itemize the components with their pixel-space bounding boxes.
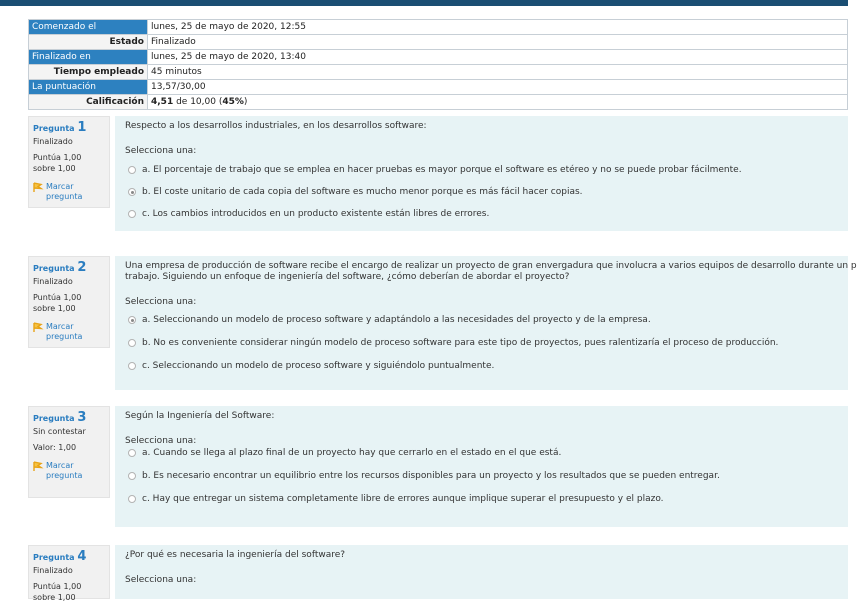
question-info (28, 256, 110, 348)
summary-value: lunes, 25 de mayo de 2020, 12:55 (148, 20, 848, 35)
question-state: Sin contestar (33, 427, 86, 436)
summary-row-time (29, 65, 848, 80)
flag-question-link[interactable] (33, 461, 105, 481)
option-label: c. Seleccionando un modelo de proceso software y siguiéndolo puntualmente. (142, 361, 495, 371)
summary-row-score (29, 80, 848, 95)
option-label: a. Seleccionando un modelo de proceso software y adaptándolo a las necesidades del proyecto y de la empresa. (142, 315, 651, 325)
summary-label: Tiempo empleado (29, 65, 148, 80)
radio-button[interactable] (128, 495, 136, 503)
option-label: a. El porcentaje de trabajo que se emplea en hacer pruebas es mayor porque el software es etéreo y no se puede probar fácilmente. (142, 165, 742, 175)
question-info (28, 406, 110, 498)
question-text: ¿Por qué es necesaria la ingeniería del software? (125, 550, 346, 560)
question-grade: Puntúa 1,00 sobre 1,00 (33, 293, 82, 313)
answer-prompt: Selecciona una: (125, 436, 197, 446)
option-label: c. Hay que entregar un sistema completamente libre de errores aunque implique superar el presupuesto y el plazo. (142, 494, 664, 504)
flag-label: Marcar pregunta (46, 182, 83, 201)
option-label: b. Es necesario encontrar un equilibrio entre los recursos disponibles para un proyecto y los resultados que se pueden entregar. (142, 471, 720, 481)
radio-button[interactable] (128, 339, 136, 347)
question-grade: Valor: 1,00 (33, 443, 77, 452)
question-text: Respecto a los desarrollos industriales, en los desarrollos software: (125, 121, 427, 131)
grade-close: ) (243, 97, 248, 107)
question-title: Pregunta (33, 414, 75, 423)
summary-row-finished (29, 50, 848, 65)
answer-prompt: Selecciona una: (125, 146, 197, 156)
question-info (28, 545, 110, 602)
radio-button[interactable] (128, 166, 136, 174)
radio-button[interactable] (128, 210, 136, 218)
question-state: Finalizado (33, 566, 73, 575)
attempt-summary-table (28, 19, 848, 110)
question-number: 1 (77, 120, 87, 135)
flag-label: Marcar pregunta (46, 322, 83, 341)
option-label: a. Cuando se llega al plazo final de un proyecto hay que cerrarlo en el estado en el que está. (142, 448, 562, 458)
answer-option-b[interactable] (128, 187, 838, 197)
answer-option-c[interactable] (128, 209, 838, 219)
answer-option-b[interactable] (128, 471, 838, 481)
question-info (28, 116, 110, 208)
flag-icon (33, 322, 43, 332)
question-content (115, 545, 848, 599)
radio-button[interactable] (128, 362, 136, 370)
summary-value (148, 95, 848, 110)
question-number: 4 (77, 549, 87, 564)
answer-prompt: Selecciona una: (125, 575, 197, 585)
summary-label: La puntuación (29, 80, 148, 95)
radio-button-selected[interactable] (128, 188, 136, 196)
option-label: b. El coste unitario de cada copia del software es mucho menor porque es más fácil hacer copias. (142, 187, 583, 197)
radio-button-selected[interactable] (128, 316, 136, 324)
question-number: 3 (77, 410, 87, 425)
question-grade: Puntúa 1,00 sobre 1,00 (33, 582, 82, 602)
question-title: Pregunta (33, 553, 75, 562)
option-label: c. Los cambios introducidos en un producto existente están libres de errores. (142, 209, 490, 219)
option-label: b. No es conveniente considerar ningún modelo de proceso software para este tipo de proyectos, pues ralentizaría el proceso de producción. (142, 338, 779, 348)
summary-label: Finalizado en (29, 50, 148, 65)
question-state: Finalizado (33, 137, 73, 146)
answer-option-a[interactable] (128, 315, 838, 325)
flag-label: Marcar pregunta (46, 461, 83, 480)
flag-icon (33, 182, 43, 192)
summary-value: Finalizado (148, 35, 848, 50)
grade-max: de 10,00 ( (173, 97, 223, 107)
flag-question-link[interactable] (33, 322, 105, 342)
flag-icon (33, 461, 43, 471)
summary-label: Calificación (29, 95, 148, 110)
answer-prompt: Selecciona una: (125, 297, 197, 307)
question-content (115, 256, 857, 390)
summary-value: 13,57/30,00 (148, 80, 848, 95)
answer-option-a[interactable] (128, 165, 838, 175)
summary-value: 45 minutos (148, 65, 848, 80)
question-text: Según la Ingeniería del Software: (125, 411, 275, 421)
question-content (115, 406, 848, 527)
question-grade: Puntúa 1,00 sobre 1,00 (33, 153, 82, 173)
answer-option-a[interactable] (128, 448, 838, 458)
flag-question-link[interactable] (33, 182, 105, 202)
summary-label: Estado (29, 35, 148, 50)
question-text-line-2: trabajo. Siguiendo un enfoque de ingeniería del software, ¿cómo deberían de abordar el proyecto? (125, 272, 570, 282)
question-state: Finalizado (33, 277, 73, 286)
top-bar (0, 0, 848, 6)
question-title: Pregunta (33, 264, 75, 273)
summary-row-grade (29, 95, 848, 110)
question-text: Una empresa de producción de software recibe el encargo de realizar un proyecto de gran envergadura que involucra a varios equipos de desarrollo durante un p (125, 261, 857, 271)
question-content (115, 116, 848, 231)
summary-value: lunes, 25 de mayo de 2020, 13:40 (148, 50, 848, 65)
question-title: Pregunta (33, 124, 75, 133)
answer-option-b[interactable] (128, 338, 838, 348)
question-number: 2 (77, 260, 87, 275)
summary-row-started (29, 20, 848, 35)
answer-option-c[interactable] (128, 361, 838, 371)
summary-label: Comenzado el (29, 20, 148, 35)
radio-button[interactable] (128, 472, 136, 480)
answer-option-c[interactable] (128, 494, 838, 504)
radio-button[interactable] (128, 449, 136, 457)
summary-row-state (29, 35, 848, 50)
grade-value: 4,51 (151, 97, 174, 107)
grade-percent: 45% (222, 97, 244, 107)
